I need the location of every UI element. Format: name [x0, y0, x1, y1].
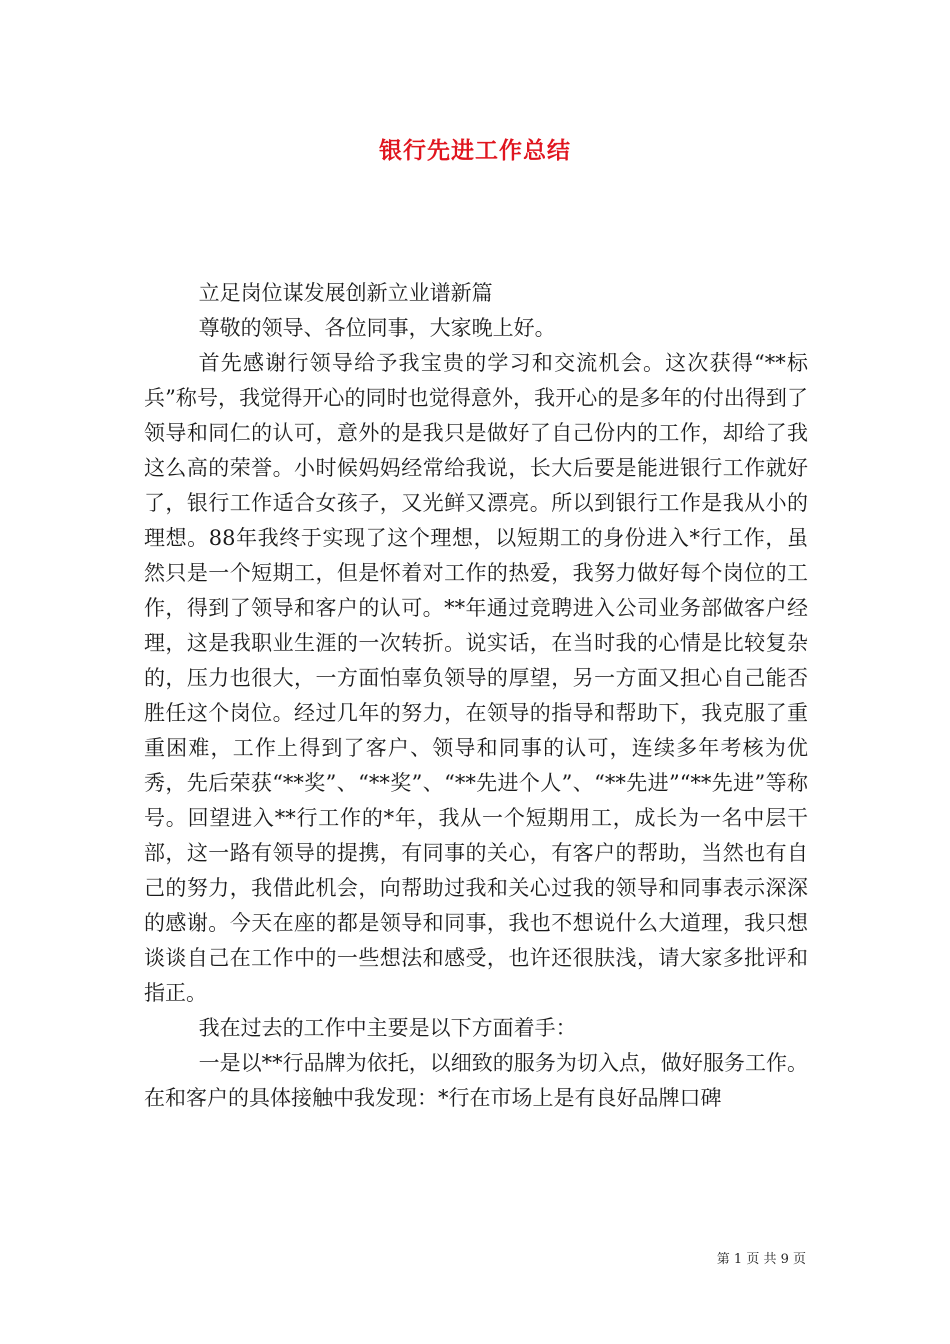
document-body — [144, 276, 808, 1116]
paragraph-main: 首先感谢行领导给予我宝贵的学习和交流机会。这次获得“**标兵”称号，我觉得开心的同时也觉得意外，我开心的是多年的付出得到了领导和同仁的认可，意外的是我只是做好了自己份内的工作，却给了我这么高的荣誉。小时候妈妈经常给我说，长大后要是能进银行工作就好了，银行工作适合女孩子，又光鲜又漂亮。所以到银行工作是我从小的理想。88年我终于实现了这个理想，以短期工的身份进入*行工作，虽然只是一个短期工，但是怀着对工作的热爱，我努力做好每个岗位的工作，得到了领导和客户的认可。**年通过竞聘进入公司业务部做客户经理，这是我职业生涯的一次转折。说实话，在当时我的心情是比较复杂的，压力也很大，一方面怕辜负领导的厚望，另一方面又担心自己能否胜任这个岗位。经过几年的努力，在领导的指导和帮助下，我克服了重重困难，工作上得到了客户、领导和同事的认可，连续多年考核为优秀，先后荣获“**奖”、“**奖”、“**先进个人”、“**先进”“**先进”等称号。回望进入**行工作的*年，我从一个短期用工，成长为一名中层干部，这一路有领导的提携，有同事的关心，有客户的帮助，当然也有自己的努力，我借此机会，向帮助过我和关心过我的领导和同事表示深深的感谢。今天在座的都是领导和同事，我也不想说什么大道理，我只想谈谈自己在工作中的一些想法和感受，也许还很肤浅，请大家多批评和指正。 — [144, 351, 808, 1005]
paragraph-subtitle: 立足岗位谋发展创新立业谱新篇 — [198, 281, 493, 305]
paragraph-greeting: 尊敬的领导、各位同事，大家晚上好。 — [198, 316, 556, 340]
paragraph-point-one: 一是以**行品牌为依托，以细致的服务为切入点，做好服务工作。在和客户的具体接触中我发现：*行在市场上是有良好品牌口碑 — [144, 1051, 808, 1110]
paragraph-intro-list: 我在过去的工作中主要是以下方面着手： — [198, 1016, 577, 1040]
document-title: 银行先进工作总结 — [379, 137, 571, 164]
page-number: 第 1 页 共 9 页 — [716, 1252, 806, 1267]
